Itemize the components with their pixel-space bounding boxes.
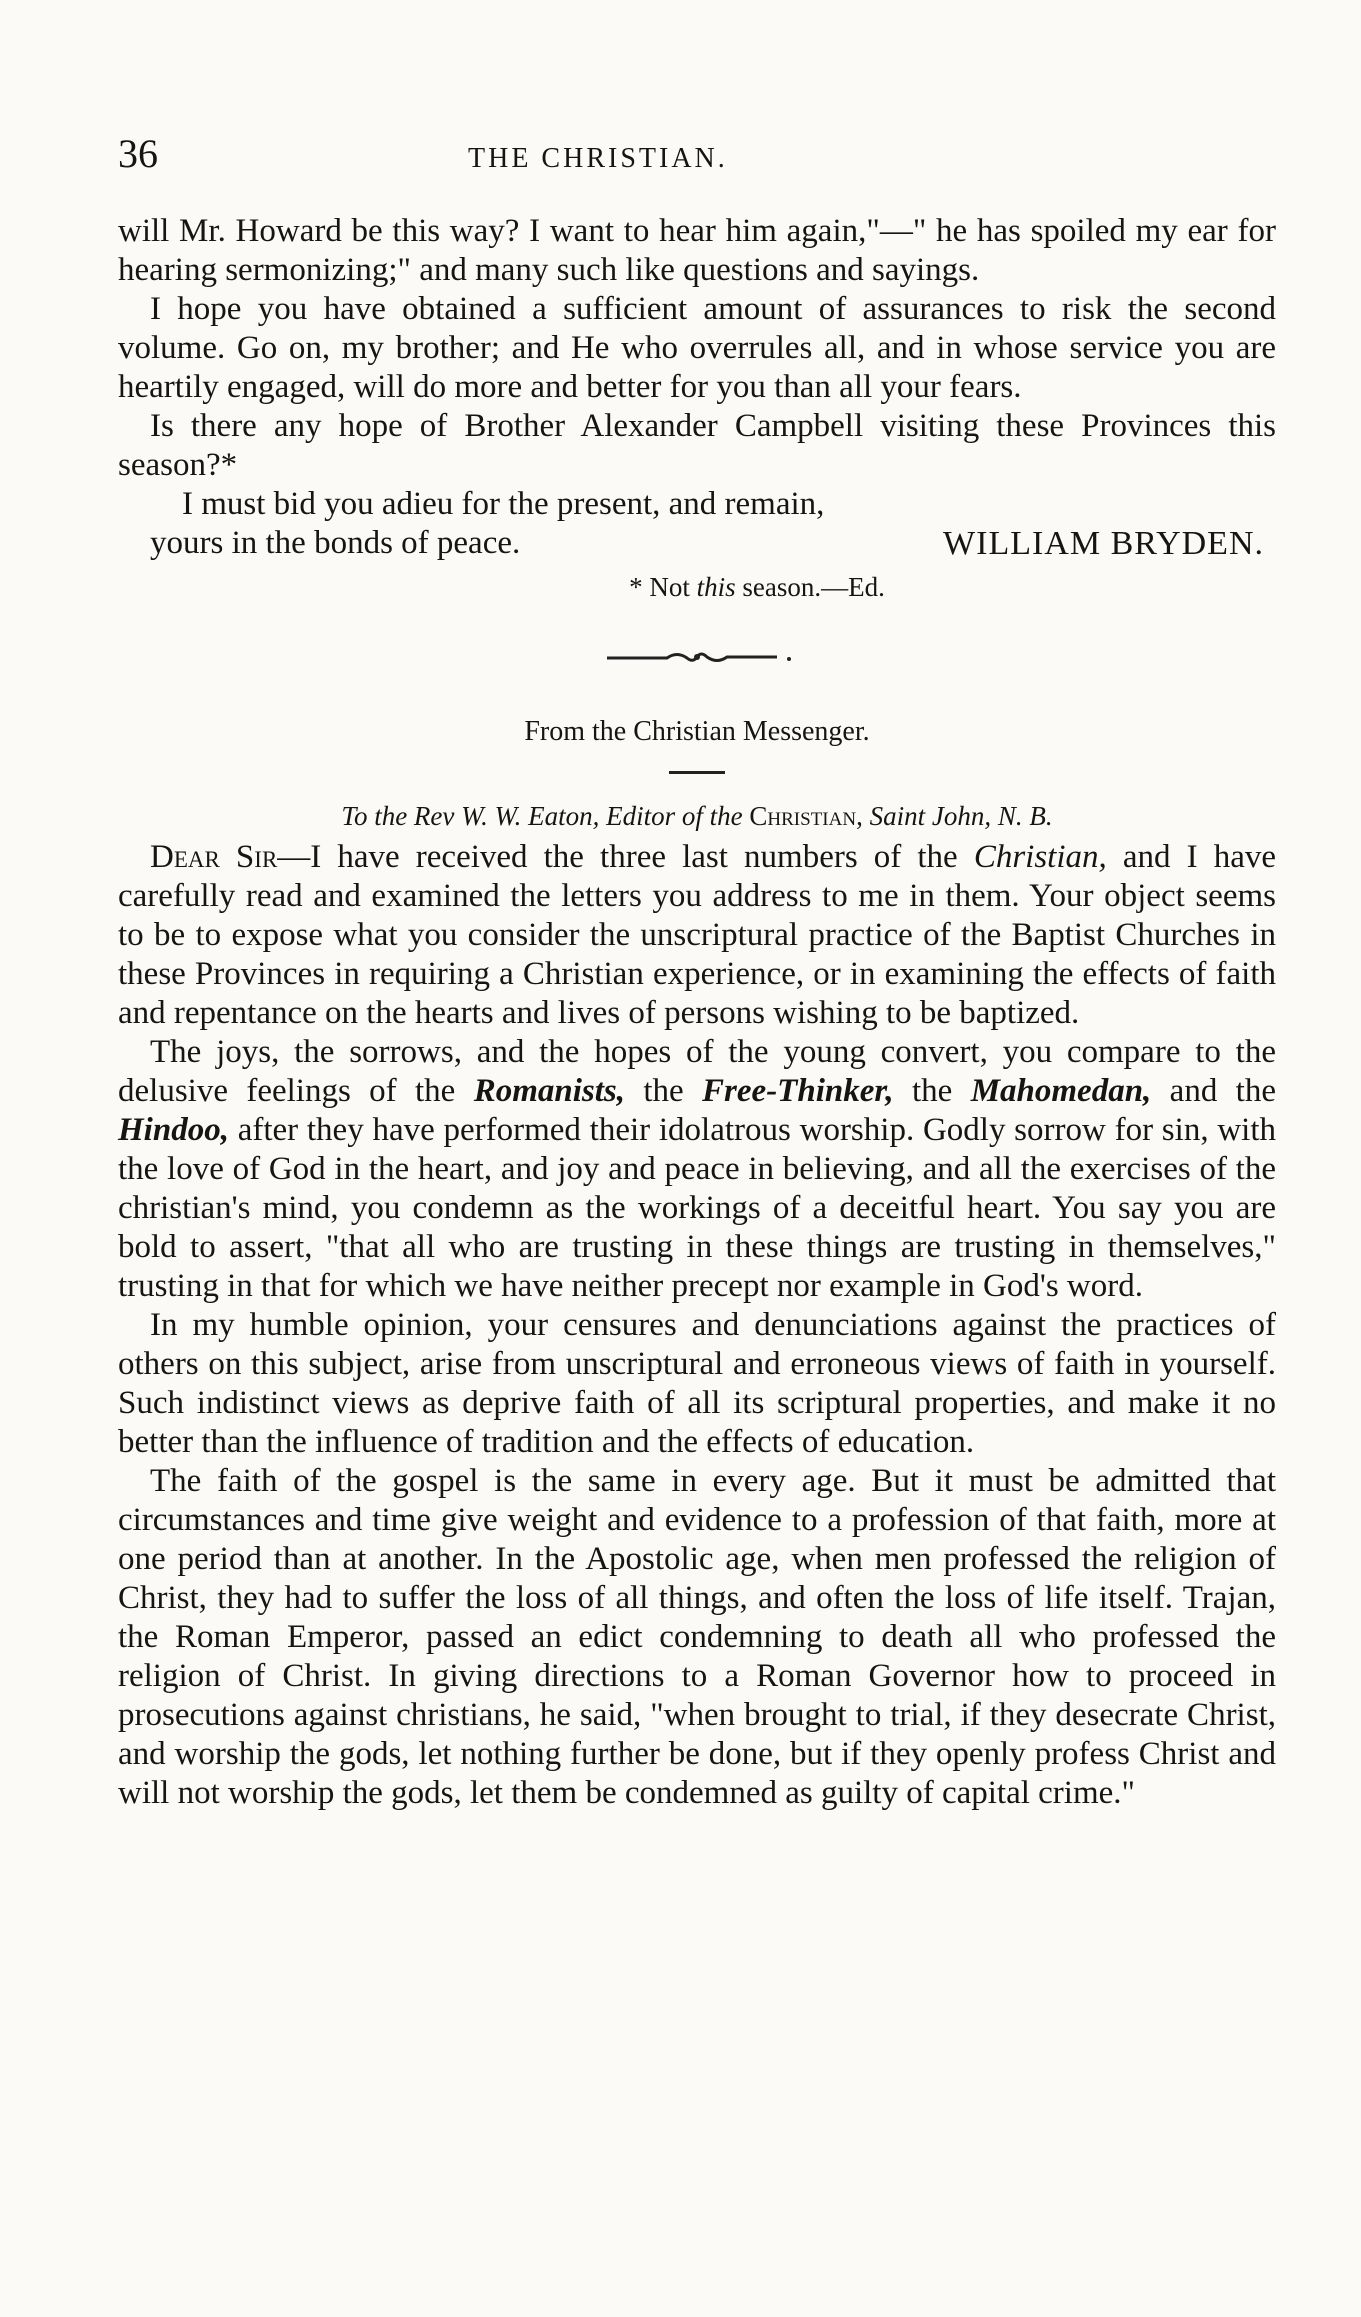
address-pre: To the Rev W. W. Eaton, Editor of the xyxy=(341,801,750,831)
paragraph xyxy=(118,1033,1276,1306)
paragraph: The faith of the gospel is the same in every age. But it must be admitted that circumstances and time give weight and evidence to a profession of that faith, more at one period than at another. In the Apostolic age, when men professed the religion of Christ, they had to suffer the loss of all things, and often the loss of life itself. Trajan, the Roman Emperor, passed an edict condemning to death all who professed the religion of Christ. In giving directions to a Roman Governor how to proceed in prosecutions against christians, he said, "when brought to trial, if they desecrate Christ, and worship the gods, let nothing further be done, but if they openly profess Christ and will not worship the gods, let them be condemned as guilty of capital crime." xyxy=(118,1463,1276,1811)
page-number: 36 xyxy=(118,131,158,176)
text-run: —I have received the three last numbers of the xyxy=(277,839,974,875)
text-run: and I have carefully read and examined the letters you address to me in them. Your object seems to be to expose what you consider the unscriptural practice of the Baptist Churches in these Provinces in requiring a Christian experience, or in examining the effects of faith and repentance on the hearts and lives of persons wishing to be baptized. xyxy=(118,839,1277,1031)
book-page xyxy=(118,130,1276,1813)
paragraph: will Mr. Howard be this way? I want to hear him again,"—" he has spoiled my ear for hearing sermonizing;" and many such like questions and sayings. xyxy=(118,213,1276,288)
address-post: Saint John, N. B. xyxy=(862,801,1053,831)
source-line: From the Christian Messenger. xyxy=(524,716,870,747)
running-title: THE CHRISTIAN. xyxy=(468,143,728,174)
emphasis-run: Romanists, xyxy=(473,1073,625,1109)
address-line xyxy=(118,796,1276,836)
text-run: the xyxy=(893,1073,971,1109)
italic-run: Christian, xyxy=(973,839,1107,875)
text-run: after they have performed their idolatrous worship. Godly sorrow for sin, with the love of God in the heart, and joy and peace in believing, and all the exercises of the christian's mind, you condemn as the workings of a deceitful heart. You say you are bold to assert, "that all who are trusting in these things are trusting in themselves," trusting in that for which we have neither precept nor example in God's word. xyxy=(118,1112,1276,1304)
closing-line xyxy=(118,485,1276,563)
divider xyxy=(669,771,725,774)
paragraph: I hope you have obtained a sufficient amount of assurances to risk the second volume. Go on, my brother; and He who overrules all, and in whose service you are heartily engaged, will do more and better for you than all your fears. xyxy=(118,291,1276,405)
salutation: Dear Sir xyxy=(150,839,278,875)
flourish-icon xyxy=(118,607,1276,707)
letter-messenger xyxy=(118,715,1276,1813)
footnote-pre: * Not xyxy=(629,572,697,602)
paragraph xyxy=(118,838,1276,1033)
address-small-caps: Christian, xyxy=(749,801,863,831)
closing-text: I must bid you adieu for the present, and remain, yours in the bonds of peace. xyxy=(150,486,825,561)
signature: WILLIAM BRYDEN. xyxy=(943,525,1264,562)
text-run: The joys, the sorrows, and the hopes of the young convert, you compare to the delusive feelings of the xyxy=(118,1034,1276,1109)
footnote-italic: this xyxy=(696,572,736,602)
paragraph: In my humble opinion, your censures and denunciations against the practices of others on this subject, arise from unscriptural and erroneous views of faith in yourself. Such indistinct views as deprive faith of all its scriptural properties, and make it no better than the influence of tradition and the effects of education. xyxy=(118,1307,1276,1460)
text-run: and the xyxy=(1151,1073,1276,1109)
footnote xyxy=(118,567,1276,607)
letter-bryden xyxy=(118,212,1276,607)
emphasis-run: Free-Thinker, xyxy=(702,1073,894,1109)
running-head xyxy=(118,130,1276,190)
footnote-post: season.—Ed. xyxy=(735,572,885,602)
paragraph: Is there any hope of Brother Alexander Campbell visiting these Provinces this season?* xyxy=(118,408,1276,483)
emphasis-run: Hindoo, xyxy=(118,1112,229,1148)
text-run: the xyxy=(625,1073,703,1109)
emphasis-run: Mahomedan, xyxy=(970,1073,1152,1109)
